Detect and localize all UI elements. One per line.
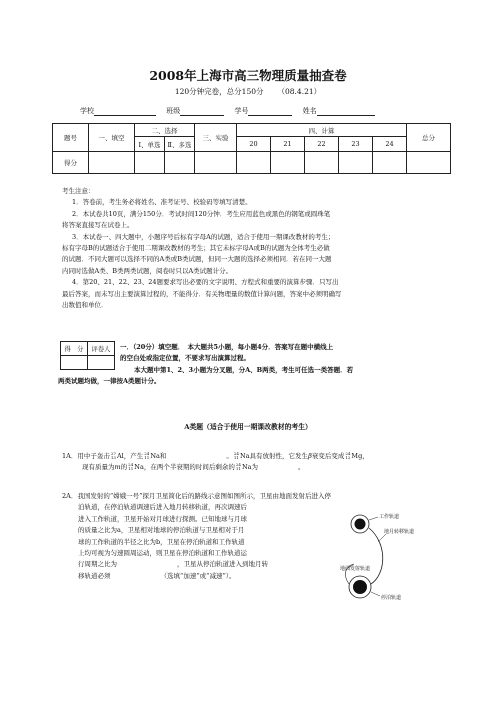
- exam-subtitle: [0, 86, 496, 97]
- score-table: [52, 123, 451, 174]
- class-label: 班级: [166, 107, 181, 115]
- school-label: 学校: [80, 107, 94, 115]
- mass-symbol: m: [114, 463, 121, 472]
- score-cell[interactable]: [89, 152, 135, 174]
- atomic-number: 11: [235, 466, 241, 472]
- q1-text: Na和: [150, 452, 167, 460]
- header-calculation: 四、计算: [237, 124, 407, 137]
- q1-number: 1A．: [62, 452, 78, 460]
- q1-text: Na，在两个半衰期的时间后剩余的: [134, 463, 235, 472]
- header-q23: 23: [339, 137, 373, 152]
- header-single-choice: Ⅰ、单选: [135, 137, 165, 152]
- name-label: 姓名: [302, 107, 317, 115]
- class-field[interactable]: [180, 107, 224, 116]
- parking-orbit-label: 停泊轨道: [381, 595, 402, 601]
- q1-text: 。: [298, 463, 305, 472]
- q2-line-8b: （选填“加速”或“减速”）。: [160, 571, 236, 580]
- score-cell[interactable]: [271, 152, 305, 174]
- nuclide-na: [128, 463, 133, 472]
- note-4a: 4．第20、21、22、23、24题要求写出必要的文字说明、方程式和重要的演算步骤．只写出: [72, 278, 339, 287]
- note-1: 1．答卷前，考生务必将姓名、准考证号、校验码等填写清楚。: [72, 198, 252, 207]
- scorer-box: [60, 341, 115, 370]
- section-1-line-1: 一．（20分）填空题． 本大题共5小题，每小题4分．答案写在题中横线上: [120, 343, 334, 351]
- question-1a: [62, 451, 440, 474]
- atomic-number: 11: [128, 466, 134, 472]
- header-choice: 二、选择: [135, 124, 195, 137]
- header-q21: 21: [271, 137, 305, 152]
- scorer-defen-cell[interactable]: [61, 356, 88, 370]
- mass-number: 24: [144, 450, 150, 456]
- q2-number: 2A．: [62, 492, 78, 500]
- work-orbit-label: 工作轨道: [379, 514, 400, 520]
- header-experiment: 三、实验: [195, 124, 237, 152]
- duration-score: 120分钟完卷，总分150分: [174, 87, 264, 96]
- atomic-number: 13: [110, 455, 116, 460]
- transfer-orbit-label: 地月转移轨道: [384, 529, 415, 535]
- q2-line-5: 球的工作轨道的半径之比为b，卫星在停泊轨道和工作轨道: [78, 537, 245, 546]
- exam-notes: [62, 186, 440, 311]
- scorer-pingjuan-label: 评卷人: [88, 342, 115, 356]
- score-cell[interactable]: [165, 152, 195, 174]
- notes-heading: 考生注意：: [62, 187, 95, 195]
- note-4b: 最后答案，而未写出主要演算过程的，不能得分．有关物理量的数值计算问题，答案中必须明确写: [62, 289, 342, 298]
- name-field[interactable]: [317, 107, 375, 116]
- number-field[interactable]: [248, 107, 292, 116]
- category-a-heading: A类题（适合于使用一期课改教材的考生）: [184, 423, 312, 431]
- nuclide-na: [144, 452, 149, 461]
- score-cell[interactable]: [195, 152, 237, 174]
- exam-date: （08.4.21）: [277, 87, 322, 96]
- score-cell[interactable]: [135, 152, 165, 174]
- score-cell[interactable]: [237, 152, 271, 174]
- q1-text: 。: [226, 452, 233, 460]
- note-3a: 3．本试卷一、四大题中，小题序号后标有字母A的试题，适合于使用一期课改教材的考生；: [72, 232, 335, 241]
- number-label: 学号: [234, 107, 249, 115]
- launch-orbit-label: 地面发射轨道: [340, 566, 371, 572]
- nuclide-na: [234, 452, 239, 461]
- note-2a: 2．本试卷共10页，满分150分．考试时间120分钟．考生应用蓝色或黑色的钢笔或圆珠笔: [72, 209, 331, 218]
- school-field[interactable]: [94, 107, 156, 116]
- header-tihao: 题号: [53, 124, 89, 152]
- q2-line-2: 泊轨道，在停泊轨道调速后进入地月转移轨道，再次调速后: [78, 503, 247, 512]
- mass-number: 27: [110, 450, 116, 456]
- q1-text: 的: [120, 463, 128, 472]
- note-4c: 出数值和单位．: [62, 301, 108, 310]
- beta-symbol: β: [308, 452, 312, 460]
- q2-line-7b: ，卫星从停泊轨道进入到地月转: [177, 560, 268, 569]
- nuclide-al: [111, 452, 116, 461]
- q2-line-3: 进入工作轨道，卫星开始对月球进行探测。已知地球与月球: [78, 514, 247, 523]
- mass-number: 24: [345, 450, 351, 456]
- q1-text: Mg，: [351, 452, 369, 460]
- score-cell[interactable]: [407, 152, 451, 174]
- q2-line-8a: 移轨道必须: [78, 571, 111, 580]
- earth-icon: [353, 580, 367, 594]
- q2-line-6: 上均可视为匀速圆周运动，则卫星在停泊轨道和工作轨道运: [78, 549, 247, 558]
- q1-text: Al，产生: [116, 452, 144, 460]
- section-1-line-3: 本大题中第1、2、3小题为分叉题，分A、B两类，考生可任选一类答题．若: [134, 365, 354, 374]
- note-3d: 内同时选做A类、B类两类试题，阅卷时只以A类试题计分。: [62, 266, 233, 275]
- header-q22: 22: [305, 137, 339, 152]
- q1-text: 衰变后变成: [311, 452, 345, 460]
- section-1-line-2: 的空白处或指定位置，不要求写出演算过程。: [120, 354, 250, 363]
- mass-number: 24: [233, 450, 239, 456]
- orbit-diagram: [338, 504, 448, 604]
- score-cell[interactable]: [339, 152, 373, 174]
- note-3c: 的试题．不同大题可以选择不同的A类或B类试题，但同一大题的选择必须相同．若在同一大题: [62, 255, 332, 264]
- nuclide-na: [236, 463, 241, 472]
- score-cell[interactable]: [305, 152, 339, 174]
- header-total: 总分: [407, 124, 451, 152]
- atomic-number: 11: [233, 455, 239, 460]
- header-multi-choice: Ⅱ、多选: [165, 137, 195, 152]
- parking-orbit-leader: [371, 592, 380, 596]
- q2-line-7a: 行周期之比为: [78, 560, 117, 569]
- exam-title: 2008年上海市高三物理质量抽查卷: [149, 68, 347, 83]
- note-2b: 将答案直接写在试卷上。: [62, 221, 134, 230]
- q2-line-1: 我国发射的“嫦娥一号”探月卫星简化后的路线示意图如图所示，卫星由地面发射后进入停: [77, 492, 331, 500]
- q1-text: 用中子轰击: [77, 452, 110, 460]
- score-cell[interactable]: [373, 152, 407, 174]
- mass-number: 24: [235, 461, 241, 467]
- header-q24: 24: [373, 137, 407, 152]
- nuclide-mg: [345, 452, 350, 461]
- atomic-number: 12: [345, 455, 351, 460]
- moon-icon: [355, 519, 366, 530]
- scorer-defen-label: 得 分: [61, 342, 88, 356]
- section-1-line-4: 两类试题均做，一律按A类题计分。: [58, 377, 161, 386]
- transfer-orbit-leader: [378, 534, 386, 542]
- header-q20: 20: [237, 137, 271, 152]
- note-3b: 标有字母B的试题适合于使用二期课改教材的考生；其它未标字母A或B的试题为全体考生必做: [62, 244, 330, 253]
- work-orbit-leader: [369, 517, 378, 520]
- q1-text: 现有质量为: [82, 463, 115, 472]
- transfer-orbit-path: [369, 528, 383, 584]
- atomic-number: 11: [144, 455, 150, 460]
- q1-text: Na为: [241, 463, 259, 472]
- q2-line-4: 的质量之比为a，卫星相对地球的停泊轨道与卫星相对于月: [78, 526, 245, 535]
- mass-number: 24: [128, 461, 134, 467]
- q1-text: Na具有放射性，它发生: [239, 452, 309, 460]
- scorer-pingjuan-cell[interactable]: [88, 356, 115, 370]
- row-defen: 得分: [53, 152, 89, 174]
- header-fill-in: 一、填空: [89, 124, 135, 152]
- student-info-line: [80, 106, 375, 116]
